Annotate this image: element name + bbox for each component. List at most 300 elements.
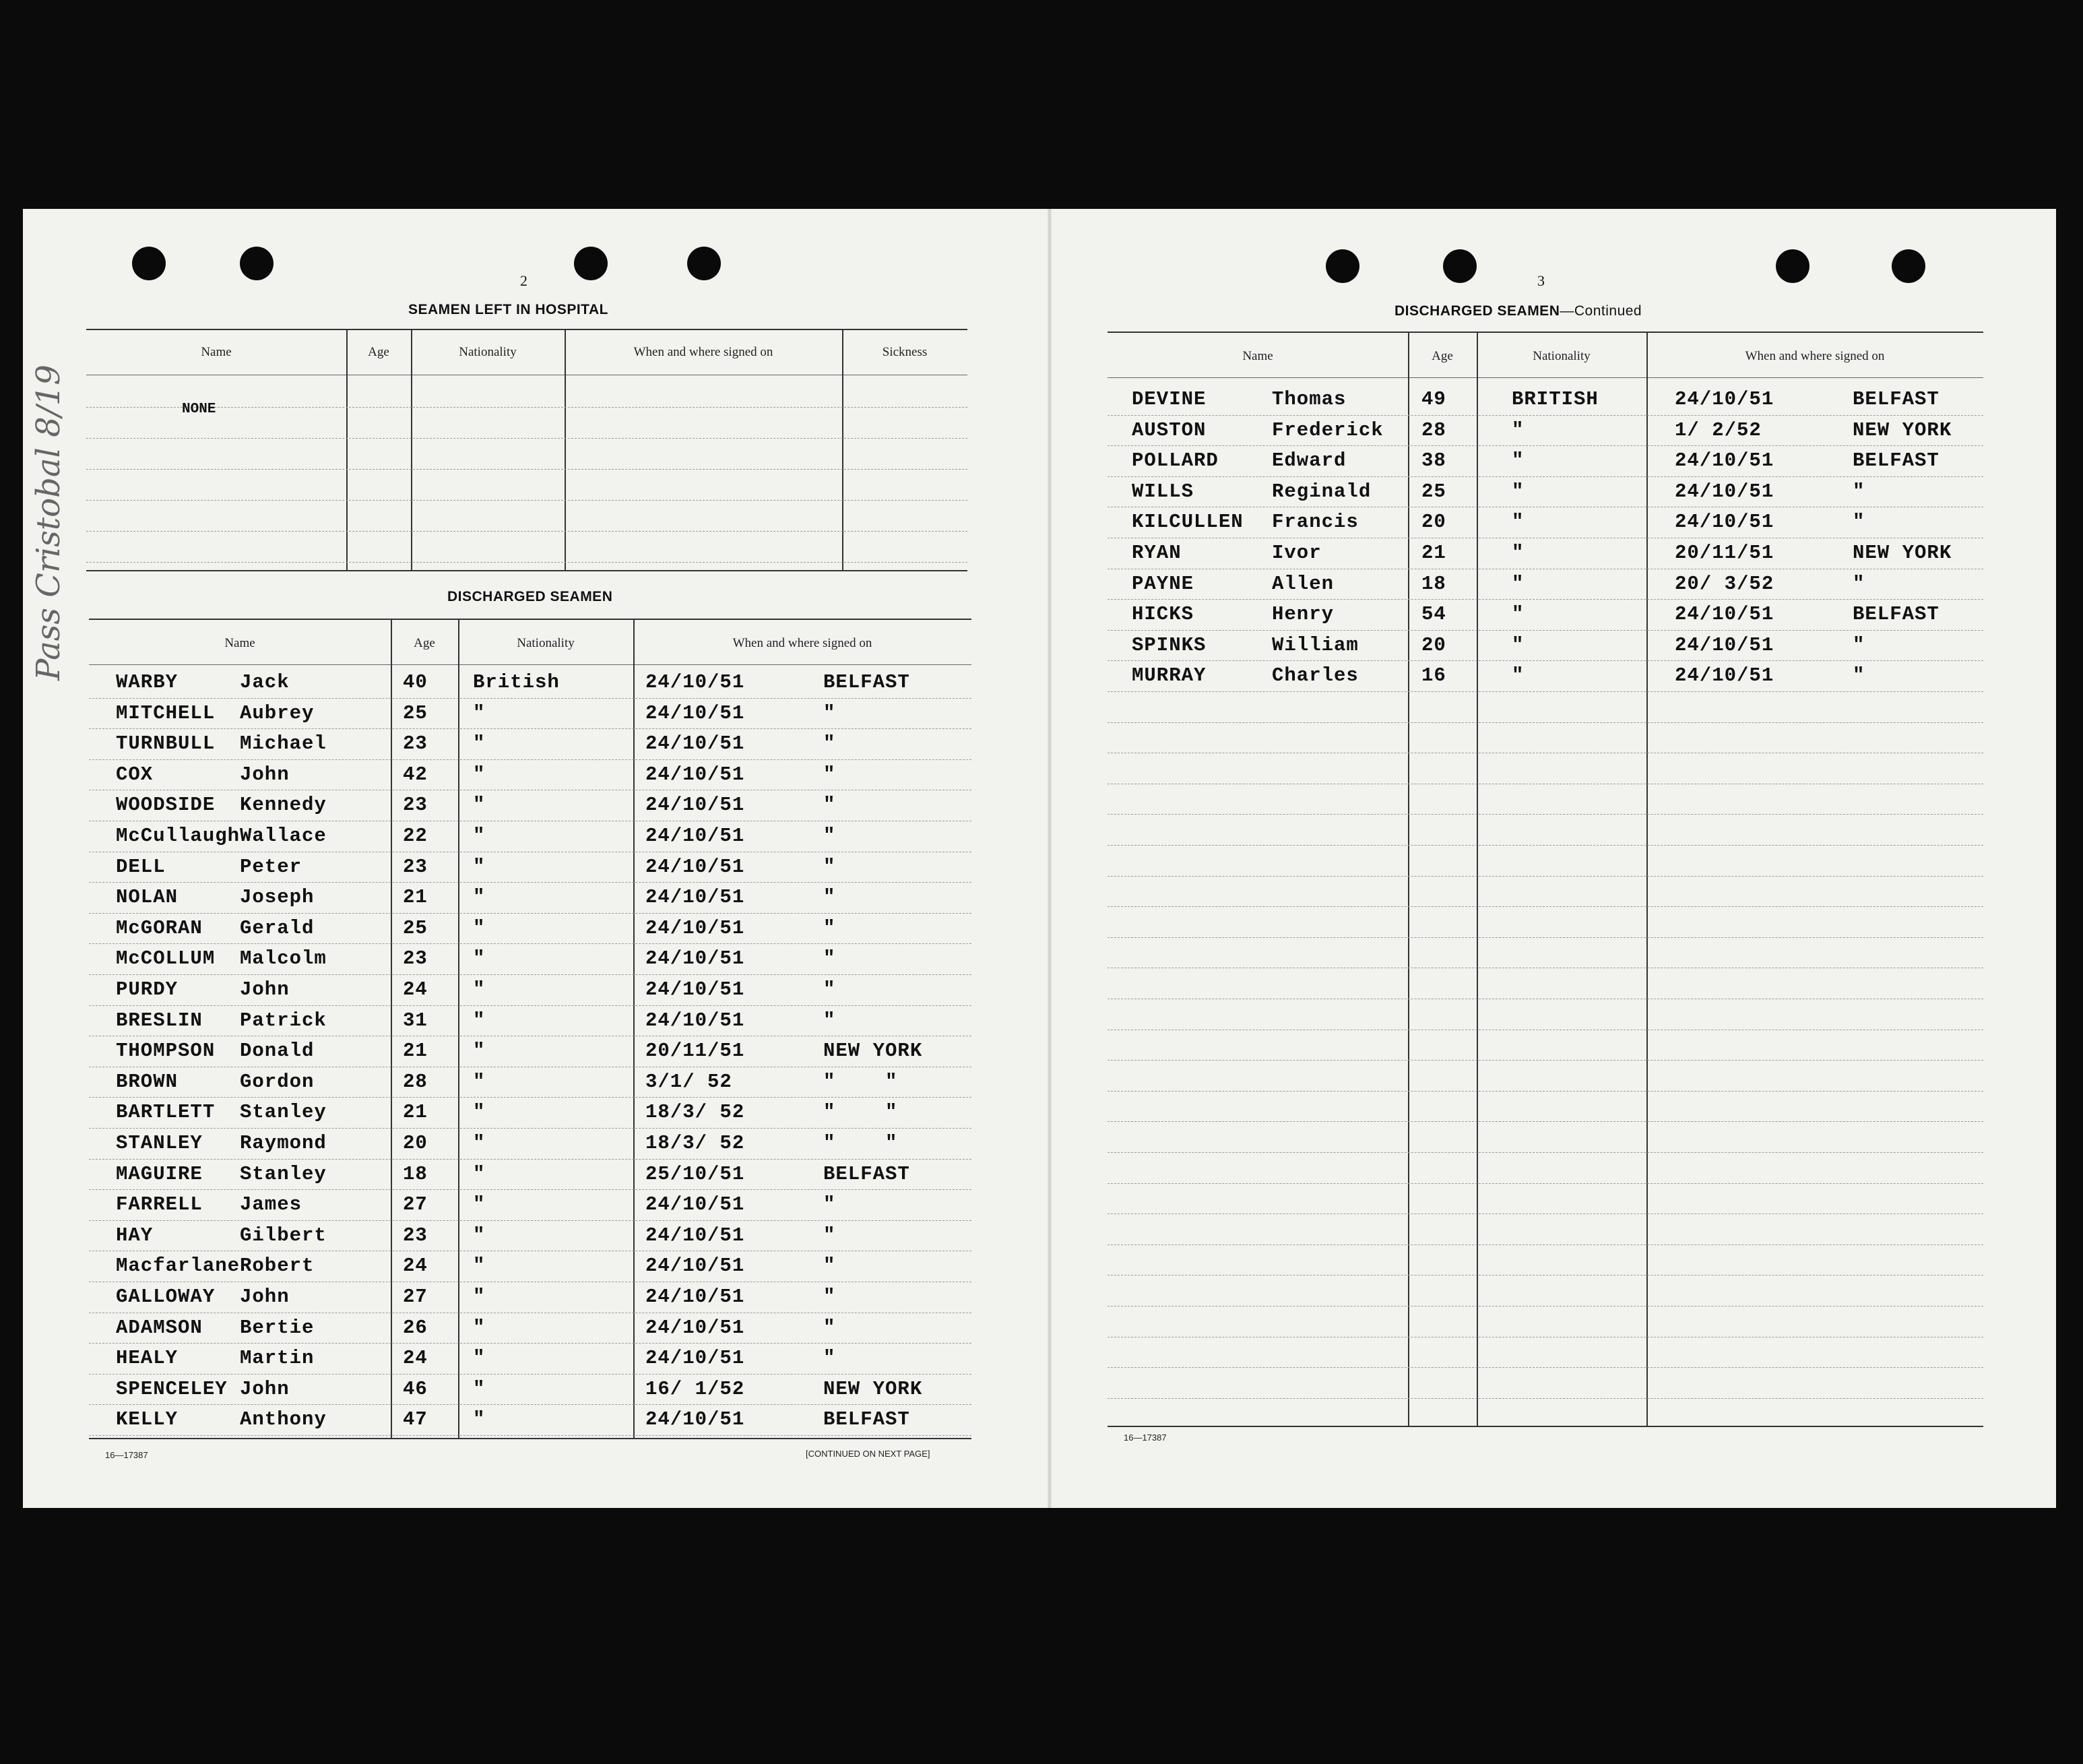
signed-on-date: 1/ 2/52 <box>1675 418 1762 441</box>
seaman-surname: PAYNE <box>1132 572 1194 595</box>
row-line <box>1108 1367 1983 1368</box>
seaman-nationality: " <box>473 763 486 786</box>
seaman-surname: TURNBULL <box>116 732 216 755</box>
seaman-nationality: " <box>473 1408 486 1431</box>
seaman-surname: KILCULLEN <box>1132 511 1244 534</box>
row-line <box>1108 845 1983 846</box>
signed-on-date: 18/3/ 52 <box>645 1101 745 1124</box>
seaman-age: 40 <box>403 671 428 693</box>
row-line <box>1108 630 1983 631</box>
seaman-age: 23 <box>403 855 428 878</box>
column-divider <box>1646 332 1648 1426</box>
continued-note: [CONTINUED ON NEXT PAGE] <box>806 1449 930 1459</box>
seaman-surname: Macfarlane <box>116 1255 241 1278</box>
punch-hole <box>1326 249 1359 283</box>
seaman-surname: MURRAY <box>1132 664 1207 687</box>
seaman-age: 47 <box>403 1408 428 1431</box>
seaman-age: 27 <box>403 1193 428 1216</box>
table-rule <box>89 664 971 665</box>
page-fold <box>1048 209 1052 1508</box>
seaman-surname: WARBY <box>116 671 179 693</box>
signed-on-place: " <box>823 886 836 909</box>
signed-on-place: " <box>823 978 836 1001</box>
table-rule <box>89 619 971 620</box>
signed-on-date: 25/10/51 <box>645 1162 745 1185</box>
seaman-nationality: " <box>1512 633 1525 656</box>
seaman-given-name: Charles <box>1272 664 1359 687</box>
signed-on-date: 24/10/51 <box>645 1009 745 1032</box>
row-line <box>1108 445 1983 446</box>
column-divider <box>842 329 843 570</box>
seaman-age: 46 <box>403 1377 428 1400</box>
seaman-nationality: " <box>473 947 486 970</box>
punch-hole <box>1892 249 1925 283</box>
seaman-age: 24 <box>403 1255 428 1278</box>
row-line <box>1108 415 1983 416</box>
column-divider <box>411 329 412 570</box>
seaman-nationality: " <box>473 916 486 939</box>
seaman-given-name: Thomas <box>1272 388 1347 410</box>
row-line <box>1108 476 1983 477</box>
seaman-age: 23 <box>403 1224 428 1247</box>
seaman-age: 27 <box>403 1286 428 1308</box>
hospital-none-entry: NONE <box>182 402 216 417</box>
seaman-surname: MITCHELL <box>116 701 216 724</box>
signed-on-place: " <box>823 1316 836 1339</box>
signed-on-date: 24/10/51 <box>645 825 745 847</box>
seaman-age: 21 <box>403 886 428 909</box>
seaman-given-name: John <box>240 1286 290 1308</box>
row-line <box>86 438 967 439</box>
row-line <box>89 943 971 944</box>
signed-on-place: " " <box>823 1070 898 1093</box>
signed-on-date: 16/ 1/52 <box>645 1377 745 1400</box>
seaman-given-name: Stanley <box>240 1162 327 1185</box>
seaman-nationality: " <box>473 1255 486 1278</box>
seaman-nationality: " <box>473 825 486 847</box>
seaman-given-name: Gerald <box>240 916 315 939</box>
signed-on-place: BELFAST <box>1853 603 1940 626</box>
seaman-age: 25 <box>1421 480 1446 503</box>
seaman-age: 26 <box>403 1316 428 1339</box>
margin-handwritten-note: Pass Cristobal 8/19 <box>30 365 67 681</box>
seaman-given-name: Edward <box>1272 449 1347 472</box>
row-line <box>1108 937 1983 938</box>
seaman-surname: KELLY <box>116 1408 179 1431</box>
seaman-given-name: Michael <box>240 732 327 755</box>
signed-on-place: NEW YORK <box>823 1040 923 1063</box>
signed-on-place: " <box>823 1286 836 1308</box>
row-line <box>89 759 971 760</box>
seaman-age: 23 <box>403 947 428 970</box>
table-rule <box>89 1438 971 1439</box>
seaman-given-name: Allen <box>1272 572 1335 595</box>
row-line <box>1108 691 1983 692</box>
seaman-given-name: John <box>240 1377 290 1400</box>
seaman-given-name: William <box>1272 633 1359 656</box>
seaman-nationality: " <box>1512 480 1525 503</box>
signed-on-date: 24/10/51 <box>645 701 745 724</box>
signed-on-place: NEW YORK <box>1853 418 1952 441</box>
seaman-age: 25 <box>403 701 428 724</box>
seaman-age: 38 <box>1421 449 1446 472</box>
signed-on-place: " " <box>823 1132 898 1154</box>
seaman-surname: DEVINE <box>1132 388 1207 410</box>
seaman-given-name: Francis <box>1272 511 1359 534</box>
seaman-given-name: Robert <box>240 1255 315 1278</box>
column-header: Name <box>224 636 255 650</box>
row-line <box>89 1097 971 1098</box>
seaman-nationality: " <box>473 701 486 724</box>
row-line <box>89 1374 971 1375</box>
page-number-left: 2 <box>520 272 527 289</box>
signed-on-place: " <box>823 855 836 878</box>
row-line <box>86 500 967 501</box>
signed-on-place: " <box>823 825 836 847</box>
signed-on-place: " <box>1853 664 1865 687</box>
seaman-age: 21 <box>1421 542 1446 564</box>
seaman-given-name: Jack <box>240 671 290 693</box>
signed-on-date: 24/10/51 <box>645 916 745 939</box>
column-divider <box>458 619 459 1438</box>
seaman-surname: BROWN <box>116 1070 179 1093</box>
signed-on-place: " <box>823 1224 836 1247</box>
seaman-nationality: British <box>473 671 560 693</box>
seaman-surname: POLLARD <box>1132 449 1219 472</box>
seaman-age: 28 <box>403 1070 428 1093</box>
seaman-surname: BRESLIN <box>116 1009 203 1032</box>
seaman-nationality: " <box>1512 603 1525 626</box>
seaman-given-name: Raymond <box>240 1132 327 1154</box>
signed-on-place: " <box>1853 633 1865 656</box>
seaman-age: 18 <box>403 1162 428 1185</box>
signed-on-date: 24/10/51 <box>1675 480 1774 503</box>
seaman-age: 25 <box>403 916 428 939</box>
signed-on-place: " <box>823 1193 836 1216</box>
row-line <box>1108 1398 1983 1399</box>
seaman-age: 42 <box>403 763 428 786</box>
signed-on-date: 24/10/51 <box>645 886 745 909</box>
seaman-nationality: " <box>473 1193 486 1216</box>
seaman-surname: WOODSIDE <box>116 794 216 817</box>
row-line <box>89 1404 971 1405</box>
seaman-given-name: Wallace <box>240 825 327 847</box>
punch-hole <box>687 247 721 280</box>
seaman-nationality: " <box>473 1101 486 1124</box>
seaman-given-name: Reginald <box>1272 480 1372 503</box>
seaman-surname: McCullaugh <box>116 825 241 847</box>
signed-on-date: 24/10/51 <box>1675 664 1774 687</box>
row-line <box>1108 660 1983 661</box>
table-rule <box>86 570 967 571</box>
seaman-age: 16 <box>1421 664 1446 687</box>
signed-on-place: " <box>823 763 836 786</box>
punch-hole <box>1443 249 1477 283</box>
row-line <box>89 882 971 883</box>
seaman-nationality: " <box>473 1132 486 1154</box>
signed-on-place: BELFAST <box>1853 388 1940 410</box>
column-header: Age <box>368 345 389 359</box>
signed-on-place: " <box>823 1347 836 1370</box>
seaman-age: 20 <box>403 1132 428 1154</box>
continued-suffix: —Continued <box>1560 303 1642 319</box>
seaman-given-name: Stanley <box>240 1101 327 1124</box>
signed-on-date: 24/10/51 <box>645 978 745 1001</box>
seaman-nationality: " <box>473 1286 486 1308</box>
table-rule <box>1108 377 1983 378</box>
signed-on-date: 24/10/51 <box>1675 603 1774 626</box>
seaman-surname: COX <box>116 763 154 786</box>
row-line <box>1108 722 1983 723</box>
signed-on-place: " <box>823 947 836 970</box>
signed-on-date: 24/10/51 <box>645 1255 745 1278</box>
punch-hole <box>132 247 166 280</box>
column-header: Sickness <box>882 345 928 359</box>
signed-on-date: 24/10/51 <box>1675 449 1774 472</box>
hospital-section-title: SEAMEN LEFT IN HOSPITAL <box>408 302 608 317</box>
signed-on-date: 24/10/51 <box>645 794 745 817</box>
seaman-given-name: Peter <box>240 855 302 878</box>
seaman-nationality: " <box>1512 542 1525 564</box>
column-header: Nationality <box>459 345 517 359</box>
signed-on-place: NEW YORK <box>1853 542 1952 564</box>
seaman-surname: ADAMSON <box>116 1316 203 1339</box>
seaman-age: 31 <box>403 1009 428 1032</box>
signed-on-date: 20/11/51 <box>1675 542 1774 564</box>
seaman-given-name: Bertie <box>240 1316 315 1339</box>
seaman-surname: HEALY <box>116 1347 179 1370</box>
seaman-age: 22 <box>403 825 428 847</box>
signed-on-place: " <box>823 1009 836 1032</box>
table-rule <box>1108 1426 1983 1427</box>
signed-on-date: 24/10/51 <box>1675 511 1774 534</box>
signed-on-place: BELFAST <box>1853 449 1940 472</box>
seaman-surname: McCOLLUM <box>116 947 216 970</box>
column-header: Name <box>201 345 232 359</box>
seaman-surname: AUSTON <box>1132 418 1207 441</box>
signed-on-date: 24/10/51 <box>645 732 745 755</box>
row-line <box>89 1220 971 1221</box>
column-header: Name <box>1242 349 1273 363</box>
seaman-age: 18 <box>1421 572 1446 595</box>
seaman-given-name: John <box>240 763 290 786</box>
signed-on-date: 24/10/51 <box>645 763 745 786</box>
signed-on-date: 24/10/51 <box>645 1286 745 1308</box>
seaman-nationality: " <box>473 978 486 1001</box>
seaman-given-name: Ivor <box>1272 542 1322 564</box>
seaman-surname: GALLOWAY <box>116 1286 216 1308</box>
column-divider <box>1408 332 1409 1426</box>
seaman-surname: MAGUIRE <box>116 1162 203 1185</box>
column-header: Age <box>414 636 435 650</box>
signed-on-place: BELFAST <box>823 1408 910 1431</box>
seaman-given-name: Henry <box>1272 603 1335 626</box>
row-line <box>89 1343 971 1344</box>
signed-on-place: " <box>1853 572 1865 595</box>
seaman-surname: NOLAN <box>116 886 179 909</box>
row-line <box>1108 814 1983 815</box>
row-line <box>86 469 967 470</box>
seaman-age: 49 <box>1421 388 1446 410</box>
seaman-surname: HICKS <box>1132 603 1194 626</box>
row-line <box>89 1189 971 1190</box>
seaman-age: 24 <box>403 1347 428 1370</box>
seaman-nationality: " <box>473 1316 486 1339</box>
signed-on-place: " <box>1853 511 1865 534</box>
seaman-given-name: Aubrey <box>240 701 315 724</box>
signed-on-date: 3/1/ 52 <box>645 1070 732 1093</box>
column-divider <box>346 329 348 570</box>
seaman-given-name: Frederick <box>1272 418 1384 441</box>
signed-on-place: " <box>1853 480 1865 503</box>
seaman-surname: WILLS <box>1132 480 1194 503</box>
seaman-given-name: Donald <box>240 1040 315 1063</box>
seaman-nationality: BRITISH <box>1512 388 1599 410</box>
seaman-nationality: " <box>473 732 486 755</box>
row-line <box>89 1128 971 1129</box>
seaman-nationality: " <box>473 1377 486 1400</box>
row-line <box>89 1005 971 1006</box>
column-header: When and where signed on <box>732 636 872 650</box>
seaman-surname: SPENCELEY <box>116 1377 228 1400</box>
punch-hole <box>240 247 274 280</box>
column-header: When and where signed on <box>1745 349 1885 363</box>
seaman-given-name: Kennedy <box>240 794 327 817</box>
seaman-age: 23 <box>403 794 428 817</box>
row-line <box>1108 876 1983 877</box>
column-header: Age <box>1432 349 1453 363</box>
column-divider <box>1477 332 1478 1426</box>
seaman-surname: BARTLETT <box>116 1101 216 1124</box>
signed-on-date: 24/10/51 <box>645 1193 745 1216</box>
seaman-surname: THOMPSON <box>116 1040 216 1063</box>
seaman-surname: McGORAN <box>116 916 203 939</box>
row-line <box>1108 1060 1983 1061</box>
seaman-given-name: Martin <box>240 1347 315 1370</box>
seaman-nationality: " <box>473 1009 486 1032</box>
column-header: Nationality <box>1533 349 1591 363</box>
seaman-nationality: " <box>1512 449 1525 472</box>
signed-on-date: 20/ 3/52 <box>1675 572 1774 595</box>
row-line <box>1108 906 1983 907</box>
signed-on-date: 24/10/51 <box>1675 633 1774 656</box>
column-divider <box>565 329 566 570</box>
punch-hole <box>574 247 608 280</box>
seaman-given-name: Joseph <box>240 886 315 909</box>
discharged-continued-title <box>1395 303 1642 319</box>
discharged-continued-title-text: DISCHARGED SEAMEN <box>1395 303 1560 319</box>
page-number-right: 3 <box>1537 272 1545 289</box>
seaman-given-name: Patrick <box>240 1009 327 1032</box>
signed-on-date: 24/10/51 <box>645 855 745 878</box>
seaman-nationality: " <box>473 1162 486 1185</box>
seaman-age: 28 <box>1421 418 1446 441</box>
seaman-given-name: Anthony <box>240 1408 327 1431</box>
signed-on-place: " <box>823 732 836 755</box>
row-line <box>1108 1152 1983 1153</box>
seaman-nationality: " <box>1512 572 1525 595</box>
seaman-given-name: John <box>240 978 290 1001</box>
seaman-given-name: Malcolm <box>240 947 327 970</box>
seaman-nationality: " <box>1512 418 1525 441</box>
signed-on-place: BELFAST <box>823 671 910 693</box>
row-line <box>89 913 971 914</box>
seaman-age: 24 <box>403 978 428 1001</box>
form-number-left: 16—17387 <box>105 1450 148 1460</box>
column-header: Nationality <box>517 636 575 650</box>
seaman-age: 23 <box>403 732 428 755</box>
row-line <box>86 407 967 408</box>
row-line <box>89 1435 971 1436</box>
seaman-age: 21 <box>403 1040 428 1063</box>
seaman-surname: PURDY <box>116 978 179 1001</box>
seaman-age: 54 <box>1421 603 1446 626</box>
seaman-given-name: James <box>240 1193 302 1216</box>
row-line <box>1108 1121 1983 1122</box>
row-line <box>86 531 967 532</box>
seaman-given-name: Gordon <box>240 1070 315 1093</box>
seaman-nationality: " <box>1512 511 1525 534</box>
signed-on-date: 18/3/ 52 <box>645 1132 745 1154</box>
signed-on-place: BELFAST <box>823 1162 910 1185</box>
row-line <box>89 1159 971 1160</box>
signed-on-place: " " <box>823 1101 898 1124</box>
table-rule <box>1108 332 1983 333</box>
table-rule <box>86 329 967 330</box>
column-divider <box>633 619 635 1438</box>
seaman-surname: FARRELL <box>116 1193 203 1216</box>
signed-on-date: 20/11/51 <box>645 1040 745 1063</box>
signed-on-place: " <box>823 794 836 817</box>
signed-on-date: 24/10/51 <box>645 1408 745 1431</box>
seaman-age: 20 <box>1421 511 1446 534</box>
discharged-section-title: DISCHARGED SEAMEN <box>447 589 613 604</box>
seaman-given-name: Gilbert <box>240 1224 327 1247</box>
signed-on-date: 24/10/51 <box>645 1347 745 1370</box>
row-line <box>1108 1183 1983 1184</box>
signed-on-date: 24/10/51 <box>645 671 745 693</box>
seaman-age: 20 <box>1421 633 1446 656</box>
row-line <box>89 698 971 699</box>
signed-on-place: " <box>823 1255 836 1278</box>
seaman-nationality: " <box>473 886 486 909</box>
signed-on-date: 24/10/51 <box>645 947 745 970</box>
column-header: When and where signed on <box>633 345 773 359</box>
seaman-surname: SPINKS <box>1132 633 1207 656</box>
row-line <box>86 562 967 563</box>
signed-on-place: " <box>823 701 836 724</box>
seaman-nationality: " <box>473 1040 486 1063</box>
form-number-right: 16—17387 <box>1124 1432 1167 1443</box>
seaman-age: 21 <box>403 1101 428 1124</box>
signed-on-place: " <box>823 916 836 939</box>
seaman-surname: STANLEY <box>116 1132 203 1154</box>
seaman-surname: DELL <box>116 855 166 878</box>
seaman-nationality: " <box>473 1347 486 1370</box>
seaman-nationality: " <box>473 794 486 817</box>
seaman-surname: HAY <box>116 1224 154 1247</box>
signed-on-place: NEW YORK <box>823 1377 923 1400</box>
signed-on-date: 24/10/51 <box>645 1224 745 1247</box>
seaman-surname: RYAN <box>1132 542 1182 564</box>
seaman-nationality: " <box>1512 664 1525 687</box>
row-line <box>1108 1091 1983 1092</box>
row-line <box>89 974 971 975</box>
row-line <box>1108 599 1983 600</box>
seaman-nationality: " <box>473 855 486 878</box>
column-divider <box>391 619 392 1438</box>
punch-hole <box>1776 249 1809 283</box>
